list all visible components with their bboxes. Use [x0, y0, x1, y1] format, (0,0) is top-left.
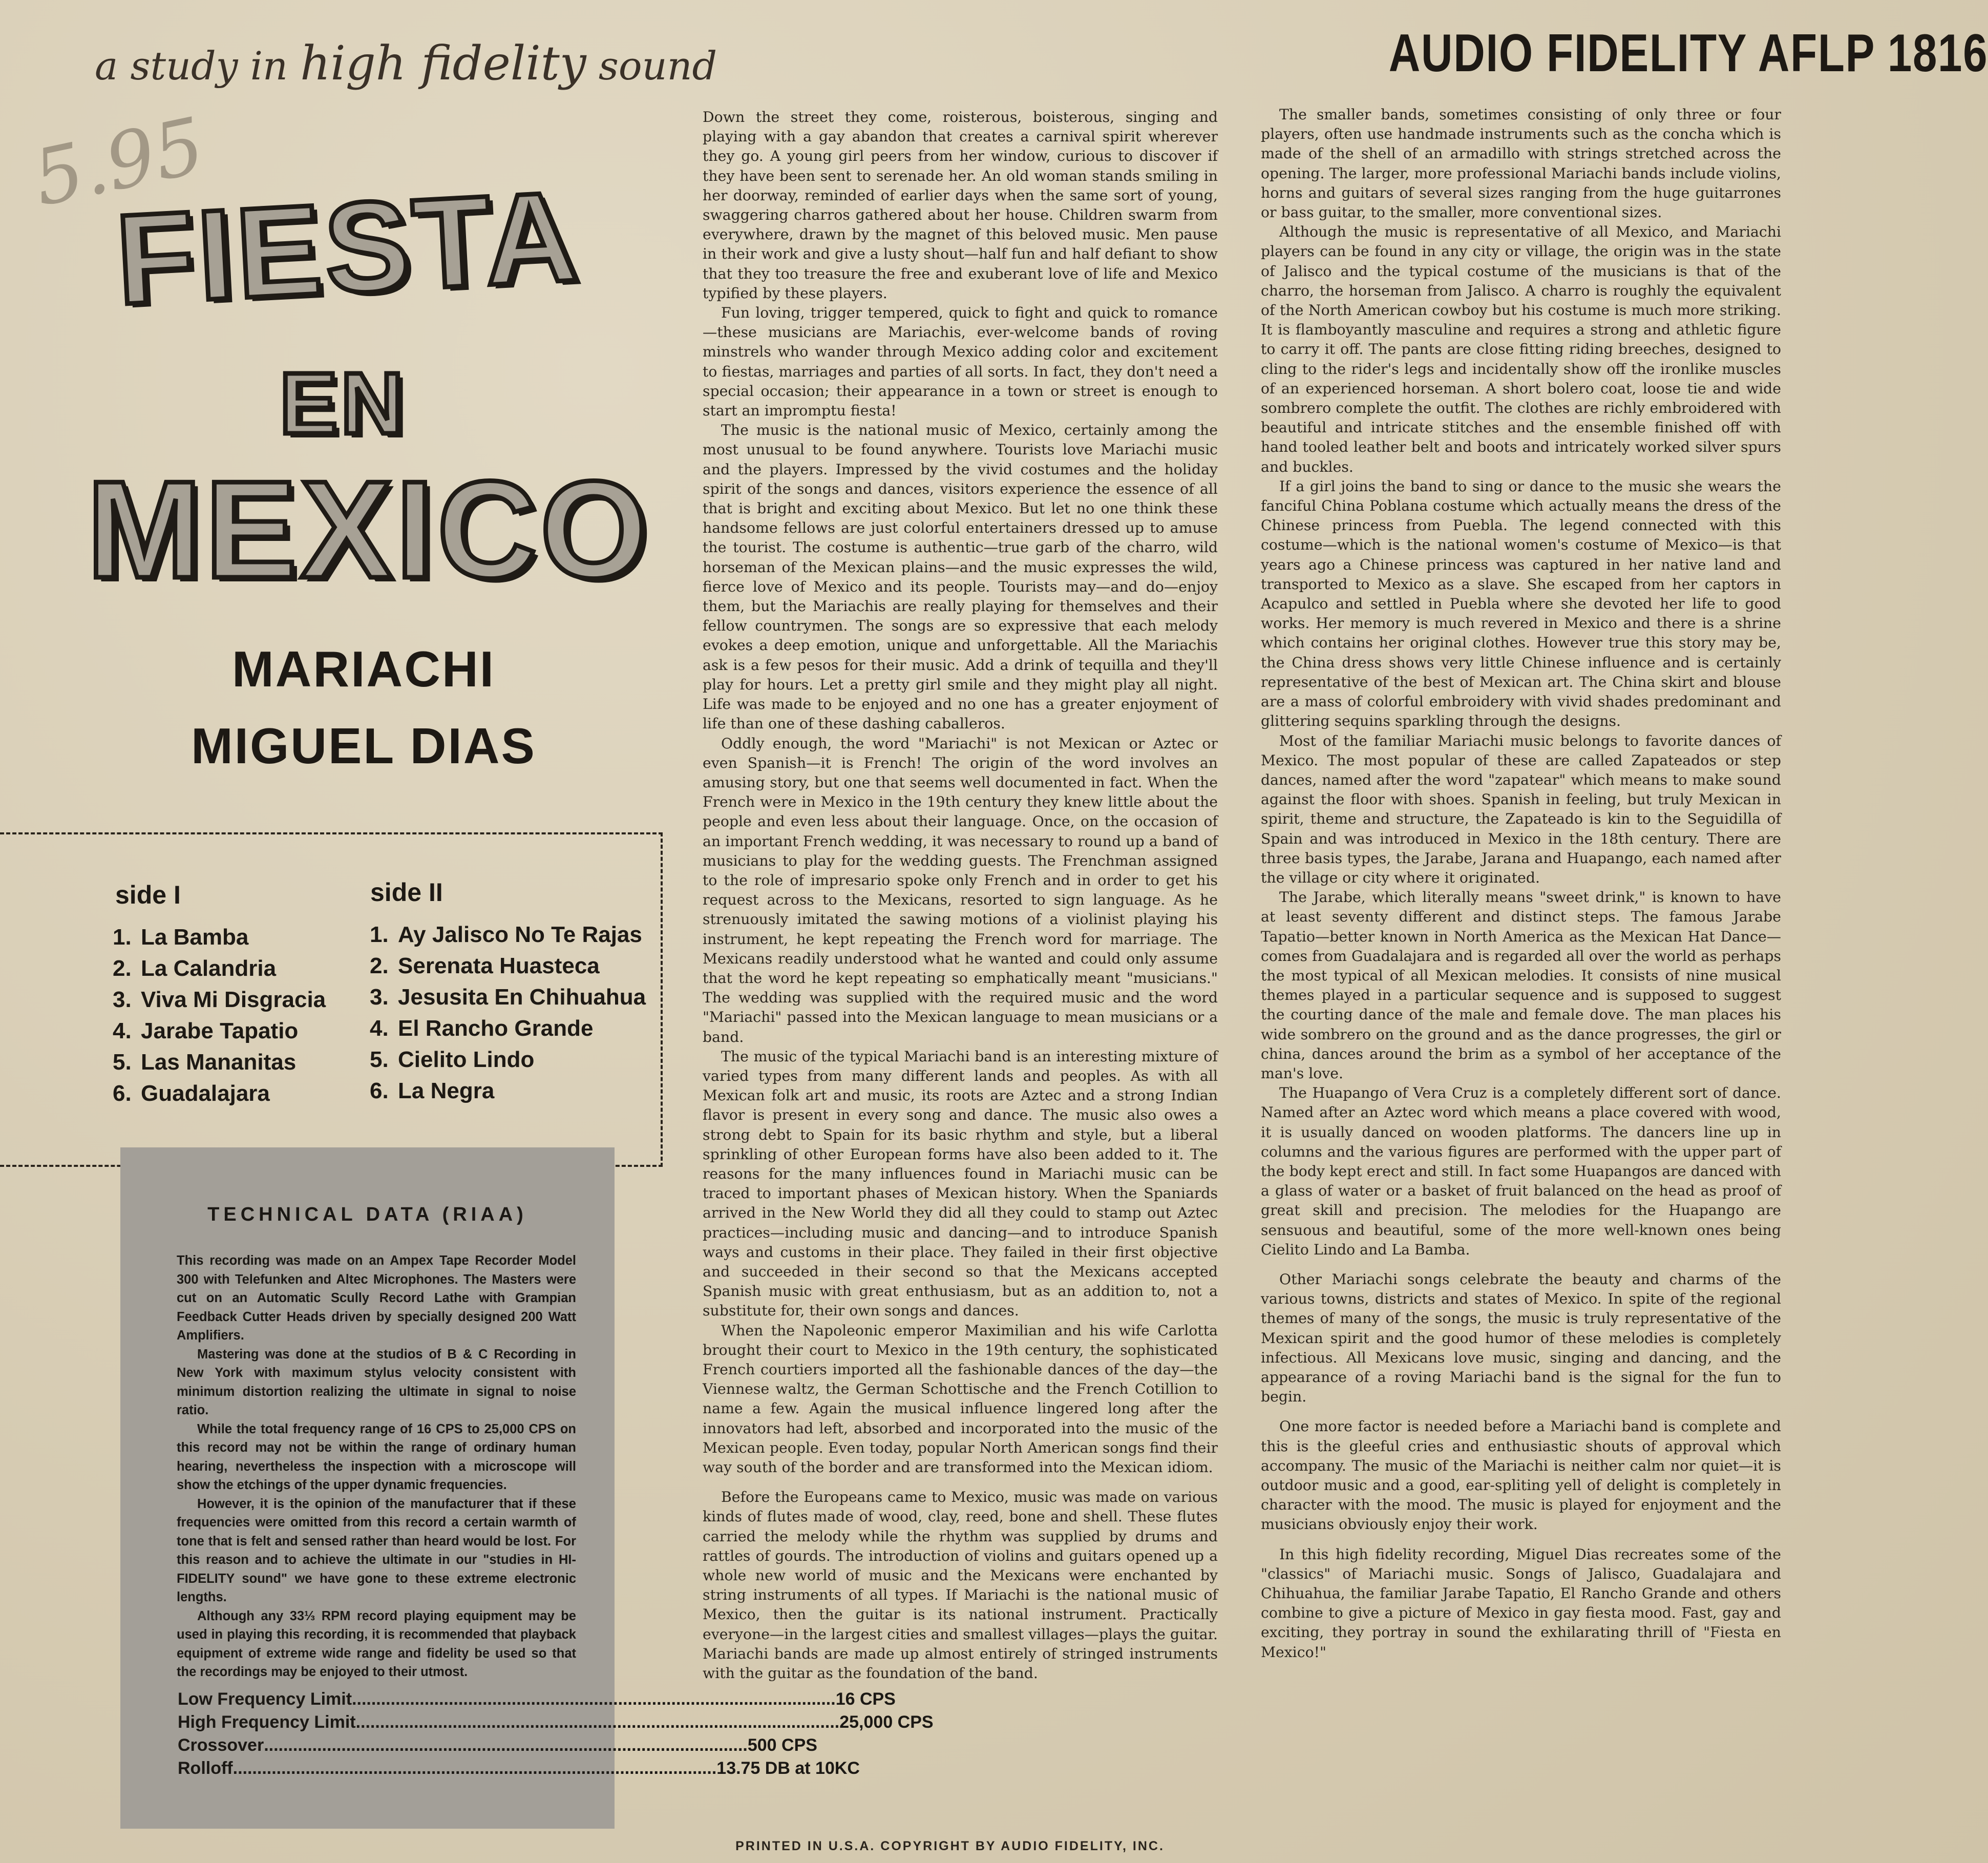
technical-paragraph: Although any 33⅓ RPM record playing equipment may be used in playing this recording, it is recommended that playback equipment of extreme wide range and fidelity be used so that the recordings may be enjoyed to their utmost.: [177, 1608, 576, 1679]
liner-notes-paragraph: If a girl joins the band to sing or dance to the music she wears the fanciful China Poblana costume which actually means the dress of the Chinese princess from Puebla. The legend connected with this costume—which is the national women's costume of Mexico—is that years ago a Chinese princess was captured in her native land and transported to Mexico as a slave. She escaped from her captors in Acapulco and settled in Puebla where she devoted her life to good works. Her memory is much revered in Mexico and there is a shrine which contains her original clothes. However true this story may be, the China dress shows very little Chinese influence and is certainly representative of the best of Mexican art. The China skirt and blouse are a mass of colorful embroidery with vivid shades predominant and glittering sequins sparkling through the designs.: [1261, 477, 1781, 730]
track-item: 4. El Rancho Grande: [370, 1016, 594, 1041]
technical-paragraph: This recording was made on an Ampex Tape Recorder Model 300 with Telefunken and Altec Microphones. The Masters were cut on an Automatic Scully Record Lathe with Grampian Feedback Cutter Heads driven by specially designed 200 Watt Amplifiers.: [177, 1253, 576, 1343]
title-line-en: EN: [279, 355, 407, 452]
liner-notes-paragraph: One more factor is needed before a Mariachi band is complete and this is the gleeful cries and enthusiastic shouts of approval which accompany. The music of the Mariachi is neither calm nor quiet—it is outdoor music and a good, ear-spliting yell of delight is completely in character with the mood. The music is played for enjoyment and the musicians obviously enjoy their work.: [1261, 1418, 1781, 1533]
track-item: 4. Jarabe Tapatio: [113, 1018, 299, 1043]
track-item: 1. Ay Jalisco No Te Rajas: [370, 922, 642, 947]
side-1-tracks: [113, 925, 326, 1112]
track-item: 2. Serenata Huasteca: [370, 953, 600, 978]
copyright-footer: PRINTED IN U.S.A. COPYRIGHT BY AUDIO FIDELITY, INC.: [735, 1839, 1165, 1853]
title-line-fiesta: FIESTA: [113, 164, 584, 331]
technical-data-panel: [120, 1147, 934, 1829]
liner-notes-paragraph: The Huapango of Vera Cruz is a completely different sort of dance. Named after an Aztec word which means a place covered with wood, it is usually danced on wooden platforms. The dancers line up in columns and the various figures are performed with the upper part of the body kept erect and still. In fact some Huapangos are danced with a glass of water or a basket of fruit balanced on the head as proof of great skill and precision. The melodies for the Huapango are sensuous and beautiful, some of the more well-known ones being Cielito Lindo and La Bamba.: [1261, 1084, 1781, 1258]
title-line-mexico: MEXICO: [87, 453, 651, 607]
tagline-part-c: sound: [598, 43, 717, 89]
artist-line-mariachi: MARIACHI: [232, 641, 495, 697]
liner-notes-paragraph: In this high fidelity recording, Miguel Dias recreates some of the "classics" of Mariachi music. Songs of Jalisco, Guadalajara and Chihuahua, the familiar Jarabe Tapatio, El Rancho Grande and others combine to give a picture of Mexico in gay fiesta mood. Fast, gay and exciting, they portray in sound the exhilarating thrill of "Fiesta en Mexico!": [1261, 1545, 1781, 1661]
technical-paragraph: However, it is the opinion of the manufacturer that if these frequencies were omitted from this record a certain warmth of tone that is felt and sensed rather than heard would be lost. For this reason and to achieve the ultimate in our "studies in HI-FIDELITY sound" we have gone to these extreme electronic lengths.: [177, 1496, 576, 1604]
artist-line-name: MIGUEL DIAS: [191, 718, 536, 774]
liner-notes-paragraph: The music of the typical Mariachi band is an interesting mixture of varied types from many different lands and peoples. As with all Mexican folk art and music, its roots are Aztec and a strong Indian flavor is present in every song and dance. The music also owes a strong debt to Spain for its basic rhythm and style, but a liberal sprinkling of other European forms have also been added to it. The reasons for the many influences found in Mariachi music can be traced to important phases of Mexican history. When the Spaniards arrived in the New World they did all they could to stamp out Aztec practices—including music and dancing—and to introduce Spanish ways and customs in their place. They failed in their first objective and succeeded in their second so that the Mexicans accepted Spanish music with great enthusiasm, but as an addition to, not a substitute for, their own songs and dances.: [703, 1048, 1218, 1320]
tagline-part-b: high fidelity: [300, 36, 586, 91]
side-2-tracks: [370, 922, 646, 1110]
track-item: 3. Jesusita En Chihuahua: [370, 985, 646, 1010]
liner-notes-column-2: [1261, 105, 1781, 1662]
track-item: 1. La Bamba: [113, 925, 249, 950]
track-item: 5. Las Mananitas: [113, 1050, 297, 1075]
track-item: 6. Guadalajara: [113, 1081, 270, 1106]
track-item: 2. La Calandria: [113, 956, 277, 981]
liner-notes-paragraph: When the Napoleonic emperor Maximilian and his wife Carlotta brought their court to Mexico in the 19th century, the sophisticated French courtiers imported all the fashionable dances of the day—the Viennese waltz, the German Schottische and the French Cotillion to name a few. Again the musical influence lingered long after the innovators had left, absorbed and incorporated into the music of the Mexican people. Even today, popular North American songs find their way south of the border and are transformed into the Mexican idiom.: [703, 1322, 1218, 1476]
track-item: 6. La Negra: [370, 1078, 495, 1103]
technical-paragraph: Mastering was done at the studios of B & C Recording in New York with maximum stylus velocity consistent with minimum distortion realizing the ultimate in signal to noise ratio.: [177, 1347, 576, 1417]
technical-data-text: [177, 1251, 576, 1682]
catalog-number: AUDIO FIDELITY AFLP 1816: [1388, 24, 1988, 83]
liner-notes-paragraph: The Jarabe, which literally means "sweet drink," is known to have at least seventy different and distinct steps. The famous Jarabe Tapatio—better known in North America as the Mexican Hat Dance—comes from Guadalajara and is regarded all over the world as perhaps the most typical of all Mexican melodies. It consists of nine musical themes played in a particular sequence and is supposed to suggest the courting dance of the male and female dove. The man places his wide sombrero on the ground and as the dance progresses, the girl or china, dances around the brim as a symbol of her acceptance of the man's love.: [1261, 889, 1781, 1082]
liner-notes-column-1: [703, 108, 1218, 1683]
spec-row: Low Frequency Limit ..... 16 CPS: [178, 1688, 576, 1711]
handwritten-price-mark: 5.95: [26, 101, 212, 224]
technical-paragraph: While the total frequency range of 16 CPS to 25,000 CPS on this record may not be within the range of ordinary human hearing, nevertheless the inspection with a microscope will show the etchings of the upper dynamic frequencies.: [177, 1421, 576, 1492]
tagline: [95, 36, 717, 91]
liner-notes-paragraph: The music is the national music of Mexico, certainly among the most unusual to be found anywhere. Tourists love Mariachi music and the players. Impressed by the vivid costumes and the holiday spirit of the songs and dances, visitors experience the essence of all that is bright and exciting about Mexico. But let no one think these handsome fellows are just colorful entertainers dressed up to amuse the tourist. The costume is authentic—true garb of the charro, wild horseman of the Mexican plains—and the music expresses the wild, fierce love of Mexico and its people. Tourists may—and do—enjoy them, but the Mariachis are really playing for themselves and their fellow countrymen. The songs are so expressive that each melody evokes a deep emotion, unique and unforgettable. All the Mariachis ask is a few pesos for their music. Add a drink of tequilla and they'll play for hours. Let a pretty girl smile and they might play all night. Life was made to be enjoyed and no one has a greater enjoyment of life than one of these dashing caballeros.: [703, 422, 1218, 732]
tagline-part-a: a study in: [95, 43, 288, 89]
technical-specs: [178, 1688, 934, 1780]
track-item: 3. Viva Mi Disgracia: [113, 987, 326, 1012]
side-1-heading: side I: [115, 881, 181, 909]
spec-row: High Frequency Limit ..... 25,000 CPS: [178, 1711, 576, 1734]
liner-notes-paragraph: Fun loving, trigger tempered, quick to fight and quick to romance—these musicians are Mariachis, ever-welcome bands of roving minstrels who wander through Mexico adding color and excitement to fiestas, marriages and parties of all sorts. In fact, they don't need a special occasion; their appearance in a town or street is enough to start an impromptu fiesta!: [703, 304, 1218, 420]
liner-notes-paragraph: Most of the familiar Mariachi music belongs to favorite dances of Mexico. The most popular of these are called Zapateados or step dances, named after the word "zapatear" which means to make sound against the floor with shoes. Spanish in feeling, but truly Mexican in spirit, theme and structure, the Zapateado is kin to the Seguidilla of Spain and was introduced in Mexico in the 18th century. There are three basis types, the Jarabe, Jarana and Huapango, each named after the village or city where it originated.: [1261, 732, 1781, 886]
spec-row: Rolloff ..... 13.75 DB at 10KC: [178, 1757, 576, 1780]
technical-data-title: TECHNICAL DATA (RIAA): [207, 1204, 527, 1225]
liner-notes-paragraph: The smaller bands, sometimes consisting of only three or four players, often use handmade instruments such as the concha which is made of the shell of an armadillo with strings stretched across the opening. The larger, more professional Mariachi bands include violins, horns and guitars of several sizes ranging from the huge guitarrones or bass guitar, to the smaller, more conventional sizes.: [1261, 106, 1781, 221]
track-item: 5. Cielito Lindo: [370, 1047, 535, 1072]
liner-notes-paragraph: Oddly enough, the word "Mariachi" is not Mexican or Aztec or even Spanish—it is French! The origin of the word involves an amusing story, but one that seems well documented in fact. When the French were in Mexico in the 19th century they knew little about the people and even less about their language. Once, on the occasion of an important French wedding, it was necessary to round up a band of musicians to play for the wedding guests. The Frenchman assigned to the role of impresario spoke only French and in order to get his request across to the Mexicans, resorted to sign language. As he strenuously imitated the sawing motions of a violinist playing his instrument, he kept repeating the French word for marriage. The Mexicans readily understood what he wanted and could only assume that the word he kept repeating so emphatically meant "musicians." The wedding was supplied with the required music and the word "Mariachi" passed into the Mexican language to mean musicians or a band.: [703, 735, 1218, 1045]
liner-notes-paragraph: Before the Europeans came to Mexico, music was made on various kinds of flutes made of wood, clay, reed, bone and shell. These flutes carried the melody while the rhythm was supplied by drums and rattles of gourds. The introduction of violins and guitars opened up a whole new world of music and the Mexicans were enchanted by string instruments of all types. If Mariachi is the national music of Mexico, then the guitar is its national instrument. Practically everyone—in the largest cities and smallest villages—plays the guitar. Mariachi bands are made up almost entirely of stringed instruments with the guitar as the foundation of the band.: [703, 1489, 1218, 1682]
liner-notes-paragraph: Down the street they come, roisterous, boisterous, singing and playing with a gay abandon that creates a carnival spirit wherever they go. A young girl peers from her window, curious to discover if they have been sent to serenade her. An old woman stands smiling in her doorway, reminded of earlier days when the same sort of young, swaggering charros gathered about her house. Children swarm from everywhere, drawn by the magnet of this beloved music. Men pause in their work and give a lusty shout—half fun and half defiant to show that they too treasure the free and exuberant love of life and Mexico typified by these players.: [703, 109, 1218, 302]
spec-row: Crossover ..... 500 CPS: [178, 1734, 576, 1757]
liner-notes-paragraph: Other Mariachi songs celebrate the beauty and charms of the various towns, districts and states of Mexico. In spite of the regional themes of many of the songs, the music is truly representative of the Mexican spirit and the good humor of these melodies is completely infectious. All Mexicans love music, singing and dancing, and the appearance of a roving Mariachi band is the signal for the fun to begin.: [1261, 1270, 1781, 1406]
liner-notes-paragraph: Although the music is representative of all Mexico, and Mariachi players can be found in any city or village, the origin was in the state of Jalisco and the typical costume of the musicians is that of the charro, the horseman from Jalisco. A charro is roughly the equivalent of the North American cowboy but his costume is much more striking. It is flamboyantly masculine and requires a strong and athletic figure to carry it off. The pants are close fitting riding breeches, designed to cling to the rider's legs and incidentally show off the ironlike muscles of an experienced horseman. A short bolero coat, loose tie and wide sombrero complete the outfit. The clothes are richly embroidered with beautiful and intricate stitches and the ensemble finished off with hand tooled leather belt and boots and intricately worked silver spurs and buckles.: [1261, 223, 1781, 475]
side-2-heading: side II: [370, 878, 443, 907]
